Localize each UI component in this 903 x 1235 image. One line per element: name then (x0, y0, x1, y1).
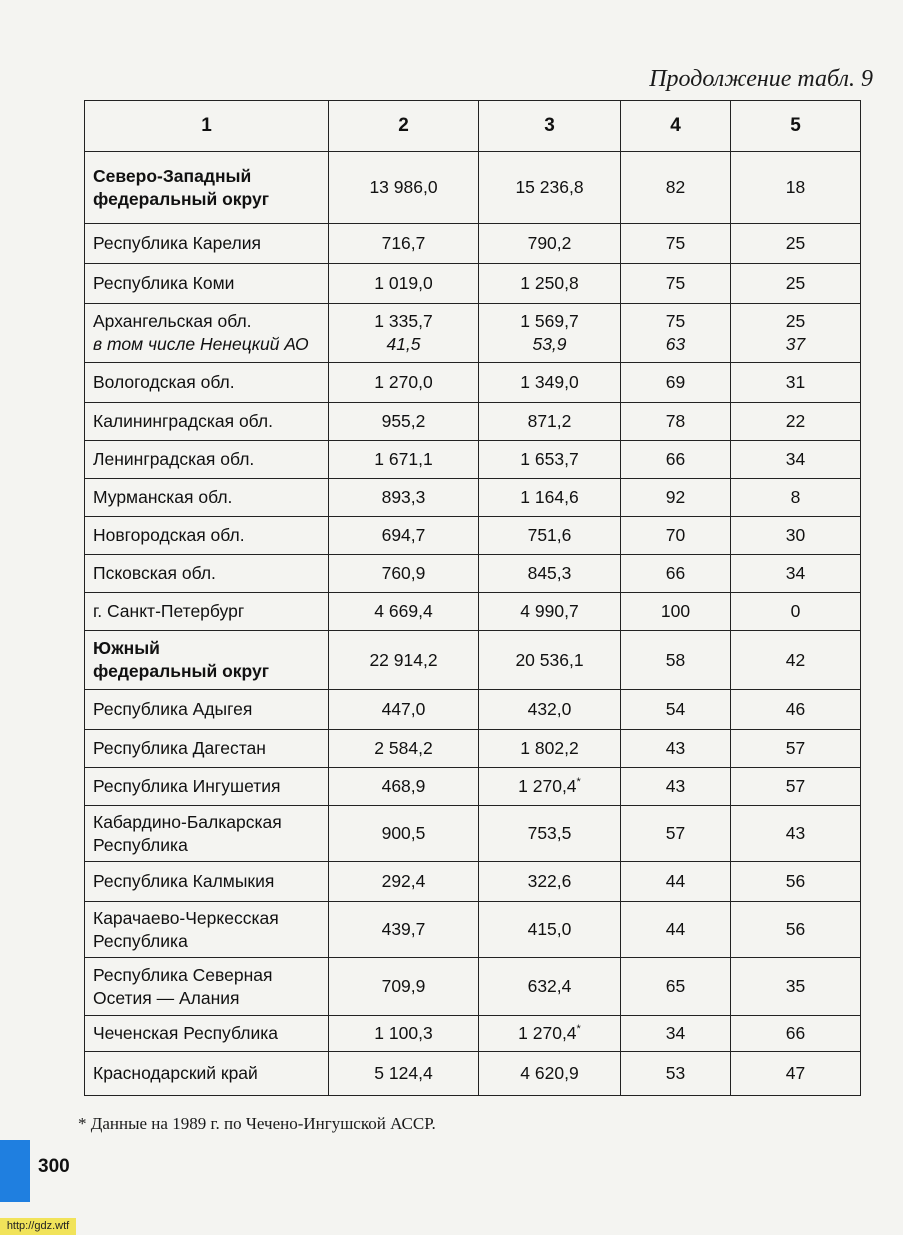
value-cell-col5-text: 25 (785, 233, 806, 254)
region-name-cell-text: г. Санкт-Петербург (93, 601, 245, 622)
region-name-cell-text: Кабардино-Балкарская (93, 811, 282, 832)
value-cell-col4-sub-value: 63 (665, 334, 686, 354)
value-cell-col4 (621, 264, 731, 304)
value-cell-col4-text: 57 (665, 823, 686, 844)
value-cell-col3 (479, 555, 621, 593)
region-name-cell-text: федеральный округ (93, 661, 270, 681)
region-name-cell-text: Архангельская обл. (93, 311, 252, 332)
value-cell-col4 (621, 806, 731, 862)
value-cell-col4 (621, 517, 731, 555)
region-name-cell-text: Осетия — Алания (93, 987, 240, 1008)
region-name-cell-text: Вологодская обл. (93, 372, 235, 393)
value-cell-col3 (479, 363, 621, 403)
footnote-marker: * (576, 1023, 581, 1036)
value-cell-col5-text: 46 (785, 699, 806, 720)
region-name-cell (85, 264, 329, 304)
value-cell-col4-text: 92 (665, 487, 686, 508)
value-cell-col5-text: 18 (785, 177, 806, 198)
value-cell-col3 (479, 690, 621, 730)
value-cell-col2 (329, 152, 479, 224)
value-cell-col5-text: 56 (785, 919, 806, 940)
value-cell-col2 (329, 593, 479, 631)
column-header: 3 (479, 101, 621, 152)
value-cell-col3 (479, 441, 621, 479)
value-cell-col3-text: 1 164,6 (520, 487, 579, 508)
value-cell-col4 (621, 479, 731, 517)
value-cell-col3-text: 1 270,4 (518, 1023, 577, 1044)
region-name-cell-text: Псковская обл. (93, 563, 216, 584)
region-name-cell (85, 958, 329, 1016)
table-body (85, 152, 861, 1096)
region-name-cell-text: федеральный округ (93, 188, 270, 209)
table-row (85, 441, 861, 479)
value-cell-col2 (329, 555, 479, 593)
table-row (85, 593, 861, 631)
value-cell-col4-text: 82 (665, 177, 686, 198)
table-row (85, 806, 861, 862)
value-cell-col2-text: 1 270,0 (374, 372, 433, 393)
value-cell-col4-text: 69 (665, 372, 686, 393)
value-cell-col3 (479, 264, 621, 304)
value-cell-col3-text: 871,2 (527, 411, 572, 432)
value-cell-col5-text: 30 (785, 525, 806, 546)
column-header: 5 (731, 101, 861, 152)
value-cell-col5-text: 47 (785, 1063, 806, 1084)
value-cell-col4 (621, 224, 731, 264)
table-row (85, 152, 861, 224)
value-cell-col5-text: 34 (785, 449, 806, 470)
value-cell-col3-text: 322,6 (527, 871, 572, 892)
region-name-cell (85, 304, 329, 363)
footnote: * Данные на 1989 г. по Чечено-Ингушской АССР. (78, 1114, 436, 1133)
value-cell-col2 (329, 631, 479, 690)
value-cell-col4 (621, 555, 731, 593)
value-cell-col5-text: 43 (785, 823, 806, 844)
value-cell-col2 (329, 730, 479, 768)
value-cell-col3-text: 1 569,7 (520, 311, 579, 332)
region-name-cell (85, 631, 329, 690)
region-name-cell (85, 1016, 329, 1052)
value-cell-col5 (731, 152, 861, 224)
value-cell-col4 (621, 403, 731, 441)
value-cell-col4-text: 66 (665, 563, 686, 584)
page-tab-marker (0, 1140, 30, 1202)
value-cell-col5 (731, 264, 861, 304)
value-cell-col5 (731, 517, 861, 555)
value-cell-col3-text: 20 536,1 (515, 649, 584, 670)
value-cell-col4 (621, 768, 731, 806)
value-cell-col5 (731, 441, 861, 479)
value-cell-col5 (731, 363, 861, 403)
value-cell-col3 (479, 1052, 621, 1096)
region-name-cell (85, 224, 329, 264)
value-cell-col3 (479, 152, 621, 224)
value-cell-col3 (479, 958, 621, 1016)
value-with-note (487, 1022, 612, 1045)
value-cell-col2-text: 447,0 (381, 699, 426, 720)
value-cell-col5 (731, 768, 861, 806)
value-cell-col3-text: 1 250,8 (520, 273, 579, 294)
table-row (85, 304, 861, 363)
column-header: 4 (621, 101, 731, 152)
region-name-cell-text: Республика (93, 930, 188, 951)
table-row (85, 902, 861, 958)
value-cell-col3-text: 4 990,7 (520, 601, 579, 622)
region-name-cell (85, 479, 329, 517)
region-name-cell (85, 555, 329, 593)
value-cell-col2 (329, 441, 479, 479)
region-name-cell-text: Республика Калмыкия (93, 871, 275, 892)
watermark-link[interactable]: http://gdz.wtf (0, 1218, 76, 1235)
value-cell-col4-text: 44 (665, 919, 686, 940)
value-cell-col3-text: 432,0 (527, 699, 572, 720)
table-row (85, 555, 861, 593)
value-cell-col3 (479, 768, 621, 806)
region-name-cell-text: Республика Карелия (93, 233, 261, 254)
region-name-cell (85, 1052, 329, 1096)
value-cell-col2 (329, 304, 479, 363)
value-cell-col3 (479, 403, 621, 441)
value-cell-col4-text: 66 (665, 449, 686, 470)
value-cell-col3 (479, 902, 621, 958)
region-name-cell-sub-value: в том числе Ненецкий АО (93, 334, 309, 354)
value-cell-col2 (329, 806, 479, 862)
value-cell-col5-text: 25 (785, 311, 806, 332)
value-cell-col2 (329, 264, 479, 304)
value-cell-col5-text: 35 (785, 976, 806, 997)
value-cell-col4 (621, 363, 731, 403)
region-name-cell (85, 152, 329, 224)
region-name-cell-text: Краснодарский край (93, 1063, 258, 1084)
value-cell-col2-text: 1 019,0 (374, 273, 433, 294)
value-cell-col2-text: 1 671,1 (374, 449, 433, 470)
value-cell-col5-text: 34 (785, 563, 806, 584)
value-cell-col2-text: 955,2 (381, 411, 426, 432)
value-cell-col2-text: 439,7 (381, 919, 426, 940)
value-cell-col3 (479, 631, 621, 690)
value-cell-col4 (621, 1016, 731, 1052)
value-cell-col5 (731, 403, 861, 441)
column-header: 1 (85, 101, 329, 152)
region-name-cell (85, 902, 329, 958)
region-name-cell-text: Республика Дагестан (93, 738, 266, 759)
value-cell-col2 (329, 1016, 479, 1052)
region-name-cell (85, 517, 329, 555)
value-cell-col4 (621, 958, 731, 1016)
region-name-cell-text: Южный (93, 638, 160, 659)
table-row (85, 862, 861, 902)
value-cell-col4-text: 75 (665, 273, 686, 294)
region-name-cell (85, 363, 329, 403)
region-name-cell (85, 593, 329, 631)
region-name-cell-text: Калининградская обл. (93, 411, 273, 432)
value-cell-col3-text: 751,6 (527, 525, 572, 546)
region-name-cell-text: Республика Ингушетия (93, 776, 281, 797)
value-cell-col4 (621, 631, 731, 690)
value-cell-col4-text: 43 (665, 776, 686, 797)
value-cell-col3 (479, 1016, 621, 1052)
value-cell-col2-text: 900,5 (381, 823, 426, 844)
value-cell-col5 (731, 806, 861, 862)
value-cell-col2 (329, 958, 479, 1016)
value-cell-col2 (329, 768, 479, 806)
value-cell-col2-text: 5 124,4 (374, 1063, 433, 1084)
value-cell-col5-text: 25 (785, 273, 806, 294)
region-name-cell-text: Новгородская обл. (93, 525, 245, 546)
value-cell-col3-text: 753,5 (527, 823, 572, 844)
table-row (85, 768, 861, 806)
value-cell-col5-text: 66 (785, 1023, 806, 1044)
value-cell-col2 (329, 224, 479, 264)
value-cell-col2-text: 694,7 (381, 525, 426, 546)
value-cell-col2-text: 760,9 (381, 563, 426, 584)
value-cell-col2-text: 709,9 (381, 976, 426, 997)
region-name-cell (85, 862, 329, 902)
value-cell-col5 (731, 730, 861, 768)
table-row (85, 1016, 861, 1052)
value-cell-col4-text: 54 (665, 699, 686, 720)
value-cell-col2 (329, 363, 479, 403)
value-cell-col2 (329, 690, 479, 730)
region-name-cell (85, 403, 329, 441)
value-cell-col2-text: 1 335,7 (374, 311, 433, 332)
value-cell-col5-text: 56 (785, 871, 806, 892)
footnote-marker: * (576, 776, 581, 789)
value-cell-col2-text: 13 986,0 (369, 177, 438, 198)
value-cell-col4 (621, 690, 731, 730)
value-cell-col3-sub-value: 53,9 (532, 334, 567, 354)
value-cell-col2-text: 292,4 (381, 871, 426, 892)
value-cell-col2 (329, 479, 479, 517)
value-cell-col4 (621, 1052, 731, 1096)
table-row (85, 363, 861, 403)
value-cell-col2-text: 4 669,4 (374, 601, 433, 622)
value-cell-col2 (329, 403, 479, 441)
value-cell-col4-text: 34 (665, 1023, 686, 1044)
region-name-cell-text: Северо-Западный (93, 165, 252, 186)
value-cell-col4-text: 53 (665, 1063, 686, 1084)
table-row (85, 264, 861, 304)
page-number: 300 (38, 1156, 70, 1177)
table-row (85, 517, 861, 555)
value-cell-col5 (731, 479, 861, 517)
value-cell-col4-text: 100 (660, 601, 691, 622)
value-cell-col5 (731, 555, 861, 593)
value-cell-col3-text: 15 236,8 (515, 177, 584, 198)
value-cell-col5-text: 31 (785, 372, 806, 393)
table-row (85, 690, 861, 730)
value-cell-col4 (621, 441, 731, 479)
value-cell-col3 (479, 304, 621, 363)
region-name-cell-text: Республика (93, 834, 188, 855)
value-cell-col5-text: 42 (785, 649, 806, 670)
table-row (85, 479, 861, 517)
value-cell-col5-text: 57 (785, 738, 806, 759)
region-name-cell-text: Ленинградская обл. (93, 449, 255, 470)
value-with-note (487, 775, 612, 798)
value-cell-col4-text: 70 (665, 525, 686, 546)
value-cell-col3 (479, 730, 621, 768)
region-name-cell-text: Республика Северная (93, 964, 273, 985)
region-name-cell-text: Республика Адыгея (93, 699, 253, 720)
value-cell-col5-sub-value: 37 (785, 334, 806, 354)
value-cell-col3-text: 1 270,4 (518, 776, 577, 797)
value-cell-col3-text: 790,2 (527, 233, 572, 254)
value-cell-col3 (479, 224, 621, 264)
value-cell-col3 (479, 517, 621, 555)
value-cell-col2-text: 468,9 (381, 776, 426, 797)
value-cell-col5 (731, 304, 861, 363)
value-cell-col4 (621, 304, 731, 363)
value-cell-col4 (621, 730, 731, 768)
value-cell-col4-text: 44 (665, 871, 686, 892)
value-cell-col5-text: 22 (785, 411, 806, 432)
region-name-cell (85, 690, 329, 730)
region-name-cell (85, 768, 329, 806)
region-name-cell-text: Карачаево-Черкесская (93, 907, 279, 928)
value-cell-col5-text: 57 (785, 776, 806, 797)
value-cell-col3-text: 845,3 (527, 563, 572, 584)
value-cell-col5-text: 8 (790, 487, 801, 508)
value-cell-col3-text: 415,0 (527, 919, 572, 940)
value-cell-col2-text: 1 100,3 (374, 1023, 433, 1044)
region-name-cell (85, 806, 329, 862)
region-name-cell (85, 730, 329, 768)
value-cell-col3 (479, 593, 621, 631)
value-cell-col5 (731, 958, 861, 1016)
value-cell-col3-text: 1 653,7 (520, 449, 579, 470)
value-cell-col5 (731, 593, 861, 631)
table-row (85, 224, 861, 264)
value-cell-col2-text: 716,7 (381, 233, 426, 254)
value-cell-col5 (731, 902, 861, 958)
region-name-cell (85, 441, 329, 479)
value-cell-col3 (479, 479, 621, 517)
table-row (85, 730, 861, 768)
table-row (85, 1052, 861, 1096)
value-cell-col4-text: 75 (665, 311, 686, 332)
region-name-cell-text: Республика Коми (93, 273, 235, 294)
value-cell-col5 (731, 1052, 861, 1096)
value-cell-col2 (329, 1052, 479, 1096)
value-cell-col5-text: 0 (790, 601, 801, 622)
value-cell-col4-text: 75 (665, 233, 686, 254)
value-cell-col3 (479, 862, 621, 902)
value-cell-col2-text: 2 584,2 (374, 738, 433, 759)
value-cell-col5 (731, 224, 861, 264)
value-cell-col3 (479, 806, 621, 862)
value-cell-col3-text: 4 620,9 (520, 1063, 579, 1084)
value-cell-col3-text: 1 802,2 (520, 738, 579, 759)
value-cell-col5 (731, 862, 861, 902)
population-table (84, 100, 861, 1096)
value-cell-col2-text: 22 914,2 (369, 649, 438, 670)
value-cell-col4 (621, 152, 731, 224)
column-header: 2 (329, 101, 479, 152)
value-cell-col5 (731, 1016, 861, 1052)
value-cell-col5 (731, 690, 861, 730)
table-row (85, 958, 861, 1016)
value-cell-col4-text: 58 (665, 649, 686, 670)
table-row (85, 631, 861, 690)
value-cell-col4-text: 78 (665, 411, 686, 432)
region-name-cell-text: Чеченская Республика (93, 1023, 278, 1044)
value-cell-col2 (329, 902, 479, 958)
table-row (85, 403, 861, 441)
value-cell-col4-text: 43 (665, 738, 686, 759)
region-name-cell-text: Мурманская обл. (93, 487, 233, 508)
value-cell-col2-sub-value: 41,5 (386, 334, 421, 354)
value-cell-col4 (621, 902, 731, 958)
value-cell-col2-text: 893,3 (381, 487, 426, 508)
value-cell-col3-text: 632,4 (527, 976, 572, 997)
value-cell-col4-text: 65 (665, 976, 686, 997)
value-cell-col4 (621, 593, 731, 631)
value-cell-col5 (731, 631, 861, 690)
table-header-row (85, 101, 861, 152)
value-cell-col3-text: 1 349,0 (520, 372, 579, 393)
table-continuation-caption: Продолжение табл. 9 (649, 66, 873, 92)
value-cell-col2 (329, 517, 479, 555)
value-cell-col2 (329, 862, 479, 902)
value-cell-col4 (621, 862, 731, 902)
